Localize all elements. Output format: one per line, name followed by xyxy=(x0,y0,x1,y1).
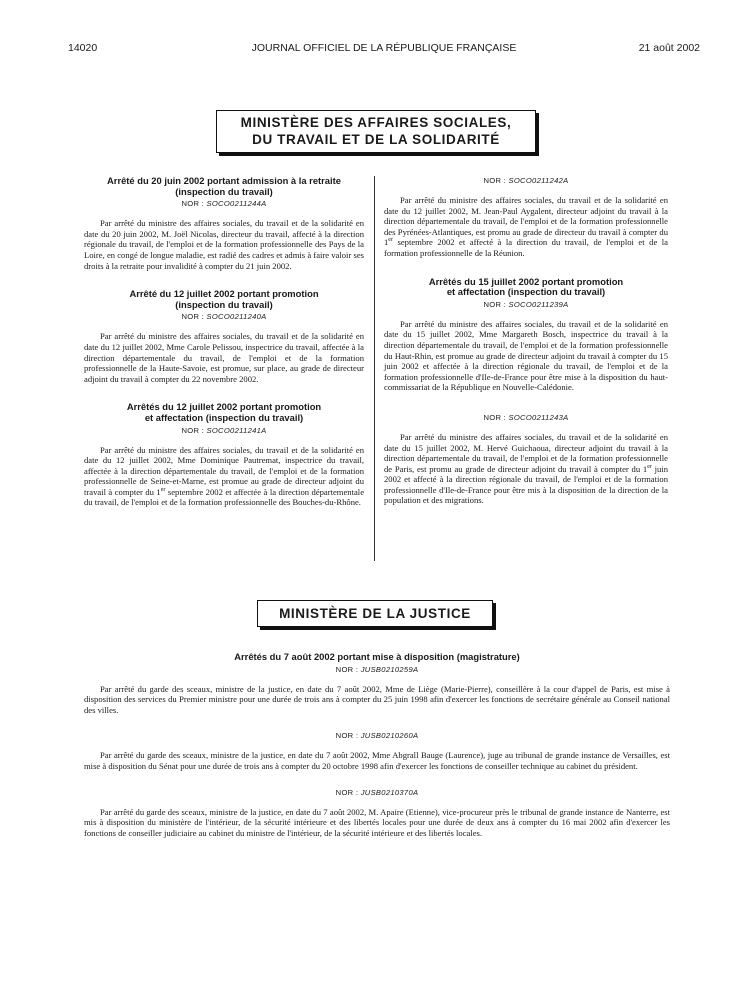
left-column xyxy=(84,176,364,508)
decree-text-abgrall-bauge: Par arrêté du garde des sceaux, ministre de la justice, en date du 7 août 2002, Mme Abgrall Bauge (Laurence), juge au tribunal de grande instance de Versailles, est mise à disposition du Sénat pour une durée de trois ans à compter du 20 octobre 1998 afin d'exercer les fonctions de conseiller technique au cabinet du président. xyxy=(84,750,670,771)
decree-title-line-2: (inspection du travail) xyxy=(175,185,273,197)
decree-title-line-2: et affectation (inspection du travail) xyxy=(446,286,606,298)
decree-promotion-aygalent xyxy=(384,176,668,259)
decree-title xyxy=(84,176,364,197)
decree-title-line-2: (inspection du travail) xyxy=(175,298,273,310)
decree-title-line-1: Arrêté du 20 juin 2002 portant admission à la retraite xyxy=(107,175,341,186)
ministry-heading-line-1: MINISTÈRE DES AFFAIRES SOCIALES, xyxy=(240,115,512,130)
decree-promotion-bosch xyxy=(384,277,668,393)
ministry-heading-line-2: DU TRAVAIL ET DE LA SOLIDARITÉ xyxy=(252,132,500,147)
superscript: er xyxy=(647,463,652,470)
decree-promotion-pelissou xyxy=(84,289,364,384)
decree-text-de-liege: Par arrêté du garde des sceaux, ministre de la justice, en date du 7 août 2002, Mme de Liège (Marie-Pierre), conseillère à la cour d'appel de Paris, est mise à disposition des services du Premier ministre pour une durée de trois ans à compter du 25 juin 1998 afin d'exercer les fonctions de secrétaire générale au Conseil national des villes. xyxy=(84,683,670,715)
decree-text: Par arrêté du ministre des affaires sociales, du travail et de la solidarité en date du 12 juillet 2002, Mme Carole Pelissou, inspectrice du travail, affectée à la direction départementale du travail, de l'emploi et de la formation professionnelle de la Haute-Savoie, est promue, sur place, au grade de directeur adjoint du travail à compter du 22 novembre 2002. xyxy=(84,331,364,384)
decree-title xyxy=(84,402,364,423)
column-separator xyxy=(374,176,375,561)
decree-title xyxy=(384,277,668,298)
decree-promotion-guichaoua xyxy=(384,413,668,506)
nor-code: JUSB0210370A xyxy=(360,787,419,797)
page-header xyxy=(68,42,700,56)
decree-retirement xyxy=(84,176,364,271)
justice-section xyxy=(84,652,670,838)
decree-title-line-1: Arrêté du 12 juillet 2002 portant promotion xyxy=(129,288,319,300)
nor-reference xyxy=(384,300,668,310)
decree-text xyxy=(384,195,668,259)
decree-title-line-1: Arrêtés du 15 juillet 2002 portant promotion xyxy=(428,275,624,287)
nor-reference xyxy=(84,731,670,741)
nor-label: NOR : xyxy=(483,176,509,185)
nor-label: NOR : xyxy=(483,412,509,422)
decree-title-line-2: et affectation (inspection du travail) xyxy=(144,411,304,423)
nor-reference xyxy=(84,426,364,436)
ministry-heading-social-affairs xyxy=(216,110,536,153)
decree-title-line-1: Arrêtés du 12 juillet 2002 portant promotion xyxy=(126,401,322,413)
decree-text-part: Par arrêté du ministre des affaires sociales, du travail et de la solidarité en date du 12 juillet 2002, Mme Dominique Pautremat, inspectrice du travail, affectée à la direction départementale du travail, de l'emploi et de la formation professionnelle de Seine-et-Marne, est promue au grade de directeur adjoint du travail à compter du 1 xyxy=(84,444,364,497)
nor-code: SOCO0211242A xyxy=(508,176,569,185)
nor-code: JUSB0210259A xyxy=(360,664,419,674)
nor-label: NOR : xyxy=(335,731,361,741)
nor-code: SOCO0211240A xyxy=(206,312,267,322)
decree-text-part: septembre 2002 et affecté à la direction du travail, de l'emploi et de la formation professionnelle de la Réunion. xyxy=(384,237,668,258)
decree-promotion-pautremat xyxy=(84,402,364,508)
nor-label: NOR : xyxy=(335,787,361,797)
nor-label: NOR : xyxy=(483,299,509,309)
right-column xyxy=(384,176,668,506)
decree-text: Par arrêté du ministre des affaires sociales, du travail et de la solidarité en date du 15 juillet 2002, Mme Margareth Bosch, inspectrice du travail à la direction départementale du travail, de l'emploi et de la formation professionnelle du Haut-Rhin, est promue au grade de directeur adjoint du travail à compter du 15 juin 2002 et affectée à la direction régionale du travail, de l'emploi et de la formation professionnelle d'Ile-de-France pour être mise à la disposition du haut-commissariat de la République en Nouvelle-Calédonie. xyxy=(384,318,668,393)
nor-code: SOCO0211244A xyxy=(206,199,267,209)
journal-title: JOURNAL OFFICIEL DE LA RÉPUBLIQUE FRANÇAISE xyxy=(251,42,517,54)
decree-text-apaire: Par arrêté du garde des sceaux, ministre de la justice, en date du 7 août 2002, M. Apaire (Etienne), vice-procureur près le tribunal de grande instance de Nanterre, est mis à disposition du ministère de l'intérieur, de la sécurité intérieure et des libertés locales pour une durée de deux ans à compter du 16 mai 2002 afin d'exercer les fonctions de conseiller judiciaire au cabinet du ministre de l'intérieur, de la sécurité intérieure et des libertés locales. xyxy=(84,806,670,838)
nor-reference xyxy=(384,413,668,423)
nor-code: SOCO0211243A xyxy=(508,412,569,422)
nor-code: SOCO0211241A xyxy=(206,425,267,435)
decree-text xyxy=(384,432,668,506)
nor-reference xyxy=(84,312,364,322)
nor-reference xyxy=(84,788,670,798)
nor-label: NOR : xyxy=(181,425,207,435)
decree-text: Par arrêté du ministre des affaires sociales, du travail et de la solidarité en date du 20 juin 2002, M. Joël Nicolas, directeur du travail, affecté à la direction régionale du travail, de l'emploi et de la formation professionnelle des Pays de la Loire, en congé de longue maladie, est radié des cadres et admis à faire valoir ses droits à la retraite pour invalidité à compter du 21 juin 2002. xyxy=(84,218,364,271)
nor-label: NOR : xyxy=(181,312,207,322)
decree-text-part: juin 2002 et affecté à la direction régionale du travail, de l'emploi et de la formation professionnelle d'Ile-de-France pour être mis à la disposition de la direction de la population et des migrations. xyxy=(384,463,668,506)
decree-text-part: Par arrêté du ministre des affaires sociales, du travail et de la solidarité en date du 15 juillet 2002, M. Hervé Guichaoua, directeur adjoint du travail à la direction départementale du travail, de l'emploi et de la formation professionnelle de Paris, est promu au grade de directeur adjoint du travail à compter du 1 xyxy=(384,431,668,474)
issue-date: 21 août 2002 xyxy=(638,42,700,54)
nor-reference xyxy=(84,199,364,209)
nor-label: NOR : xyxy=(181,199,207,209)
decree-text-part: septembre 2002 et affectée à la direction départementale du travail, de l'emploi et de la formation professionnelle des Bouches-du-Rhône. xyxy=(84,486,365,508)
page-number: 14020 xyxy=(68,42,98,54)
superscript: er xyxy=(160,487,166,494)
superscript: er xyxy=(388,237,393,244)
nor-label: NOR : xyxy=(335,664,361,674)
ministry-heading-line-1: MINISTÈRE DE LA JUSTICE xyxy=(279,606,471,621)
nor-code: JUSB0210260A xyxy=(360,731,419,741)
decree-text xyxy=(84,445,364,509)
justice-decree-title: Arrêtés du 7 août 2002 portant mise à disposition (magistrature) xyxy=(234,651,520,662)
decree-title xyxy=(84,289,364,310)
ministry-heading-justice xyxy=(257,600,493,627)
decree-text-part: Par arrêté du ministre des affaires sociales, du travail et de la solidarité en date du 12 juillet 2002, M. Jean-Paul Aygalent, directeur adjoint du travail à la direction départementale du travail, de l'emploi et de la formation professionnelle des Pyrénées-Atlantiques, est promu au grade de directeur du travail à compter du 1 xyxy=(384,195,668,248)
nor-reference xyxy=(84,665,670,675)
nor-reference xyxy=(384,176,668,186)
nor-code: SOCO0211239A xyxy=(508,299,569,309)
